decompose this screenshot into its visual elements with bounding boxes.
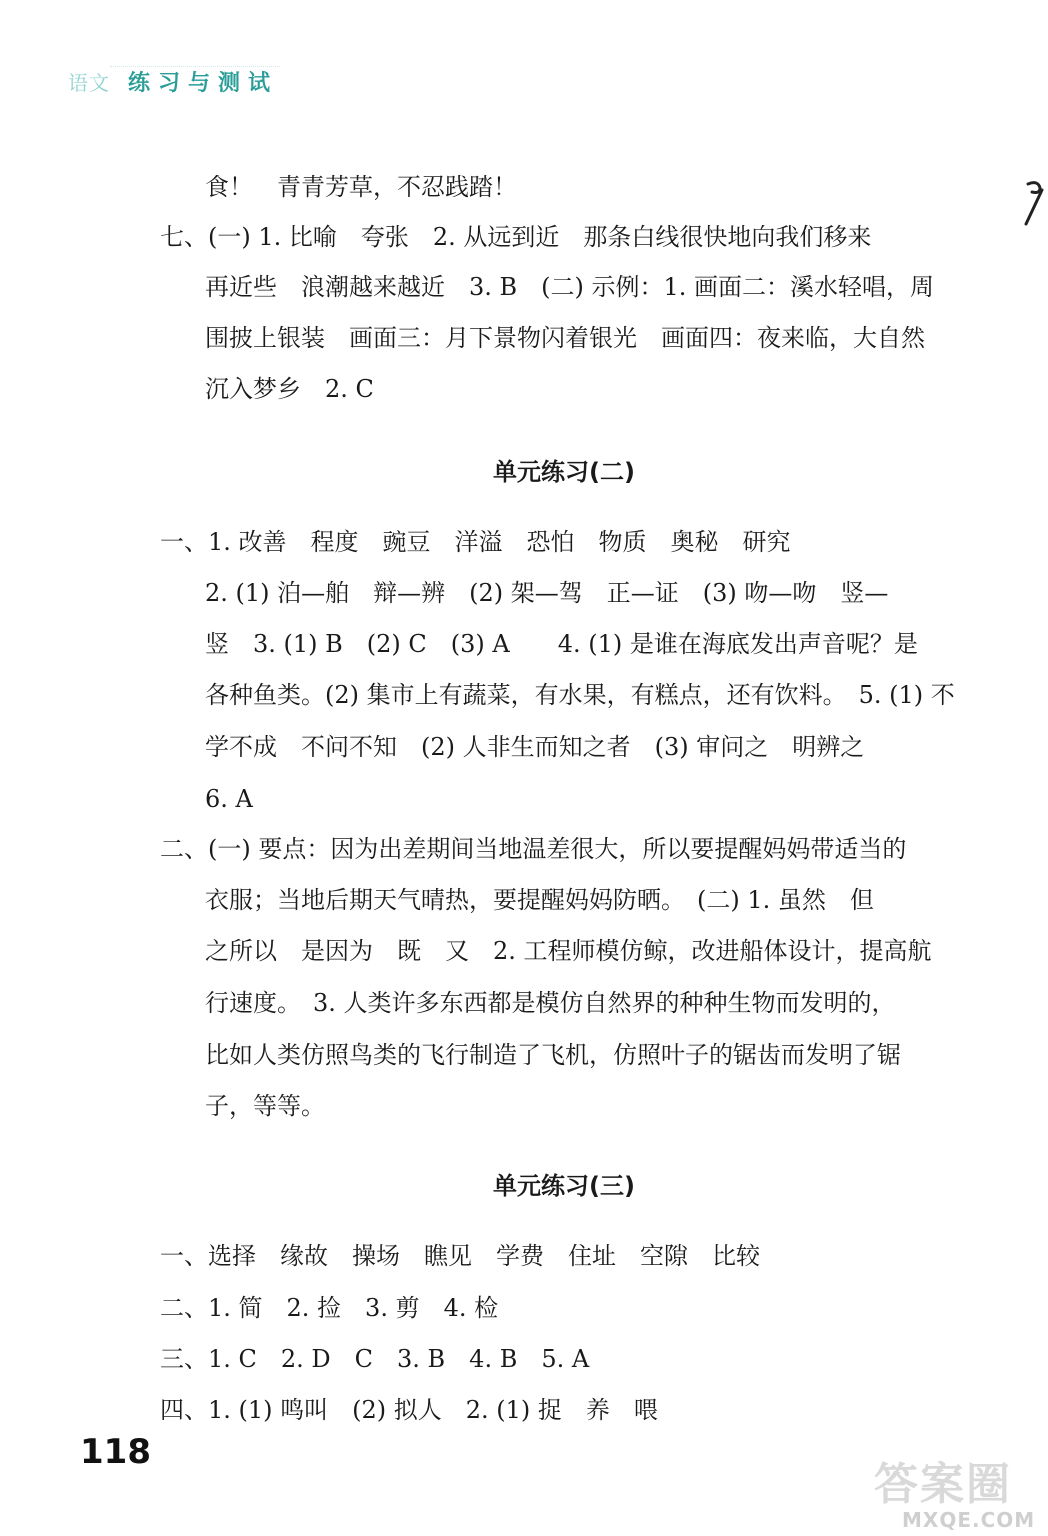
- section-heading: 单元练习(三): [493, 1172, 635, 1200]
- text-line: 二、1. 简 2. 捡 3. 剪 4. 检: [160, 1294, 499, 1322]
- text-line: 围披上银装 画面三：月下景物闪着银光 画面四：夜来临，大自然: [205, 324, 925, 352]
- text-line: 一、1. 改善 程度 豌豆 洋溢 恐怕 物质 奥秘 研究: [160, 528, 791, 556]
- text-line: 2. (1) 泊—舶 辩—辨 (2) 架—驾 正—证 (3) 吻—吻 竖—: [205, 579, 889, 607]
- text-line: 之所以 是因为 既 又 2. 工程师模仿鲸，改进船体设计，提高航: [205, 937, 932, 965]
- watermark-site: MXQE.COM: [902, 1508, 1036, 1532]
- text-line: 衣服；当地后期天气晴热，要提醒妈妈防晒。 (二) 1. 虽然 但: [205, 886, 874, 914]
- text-line: 二、(一) 要点：因为出差期间当地温差很大，所以要提醒妈妈带适当的: [160, 835, 907, 863]
- section-heading: 单元练习(二): [493, 458, 635, 486]
- text-line: 一、选择 缘故 操场 瞧见 学费 住址 空隙 比较: [160, 1242, 760, 1270]
- watermark-brand: 答案圈: [874, 1459, 1012, 1510]
- watermark-logo: [874, 1448, 1044, 1534]
- text-line: 子，等等。: [205, 1092, 325, 1120]
- pen-mark-icon: [1024, 178, 1048, 228]
- text-line: 比如人类仿照鸟类的飞行制造了飞机，仿照叶子的锯齿而发明了锯: [205, 1041, 901, 1069]
- text-line: 七、(一) 1. 比喻 夸张 2. 从远到近 那条白线很快地向我们移来: [160, 223, 872, 251]
- text-line: 食！ 青青芳草，不忍践踏！: [205, 173, 517, 201]
- text-line: 行速度。 3. 人类许多东西都是模仿自然界的种种生物而发明的，: [205, 989, 896, 1017]
- page-number: 118: [80, 1432, 151, 1472]
- header-subject: 语文: [68, 71, 110, 95]
- text-line: 各种鱼类。(2) 集市上有蔬菜，有水果，有糕点，还有饮料。 5. (1) 不: [205, 681, 955, 709]
- text-line: 再近些 浪潮越来越近 3. B (二) 示例：1. 画面二：溪水轻唱，周: [205, 273, 935, 301]
- text-line: 学不成 不问不知 (2) 人非生而知之者 (3) 审问之 明辨之: [205, 733, 865, 761]
- text-line: 沉入梦乡 2. C: [205, 375, 374, 403]
- text-line: 三、1. C 2. D C 3. B 4. B 5. A: [160, 1345, 590, 1373]
- header-title: 练习与测试: [128, 71, 279, 96]
- text-line: 竖 3. (1) B (2) C (3) A 4. (1) 是谁在海底发出声音呢？是: [205, 630, 918, 658]
- text-line: 四、1. (1) 鸣叫 (2) 拟人 2. (1) 捉 养 喂: [160, 1396, 658, 1424]
- running-header: [68, 66, 278, 106]
- text-line: 6. A: [205, 785, 253, 813]
